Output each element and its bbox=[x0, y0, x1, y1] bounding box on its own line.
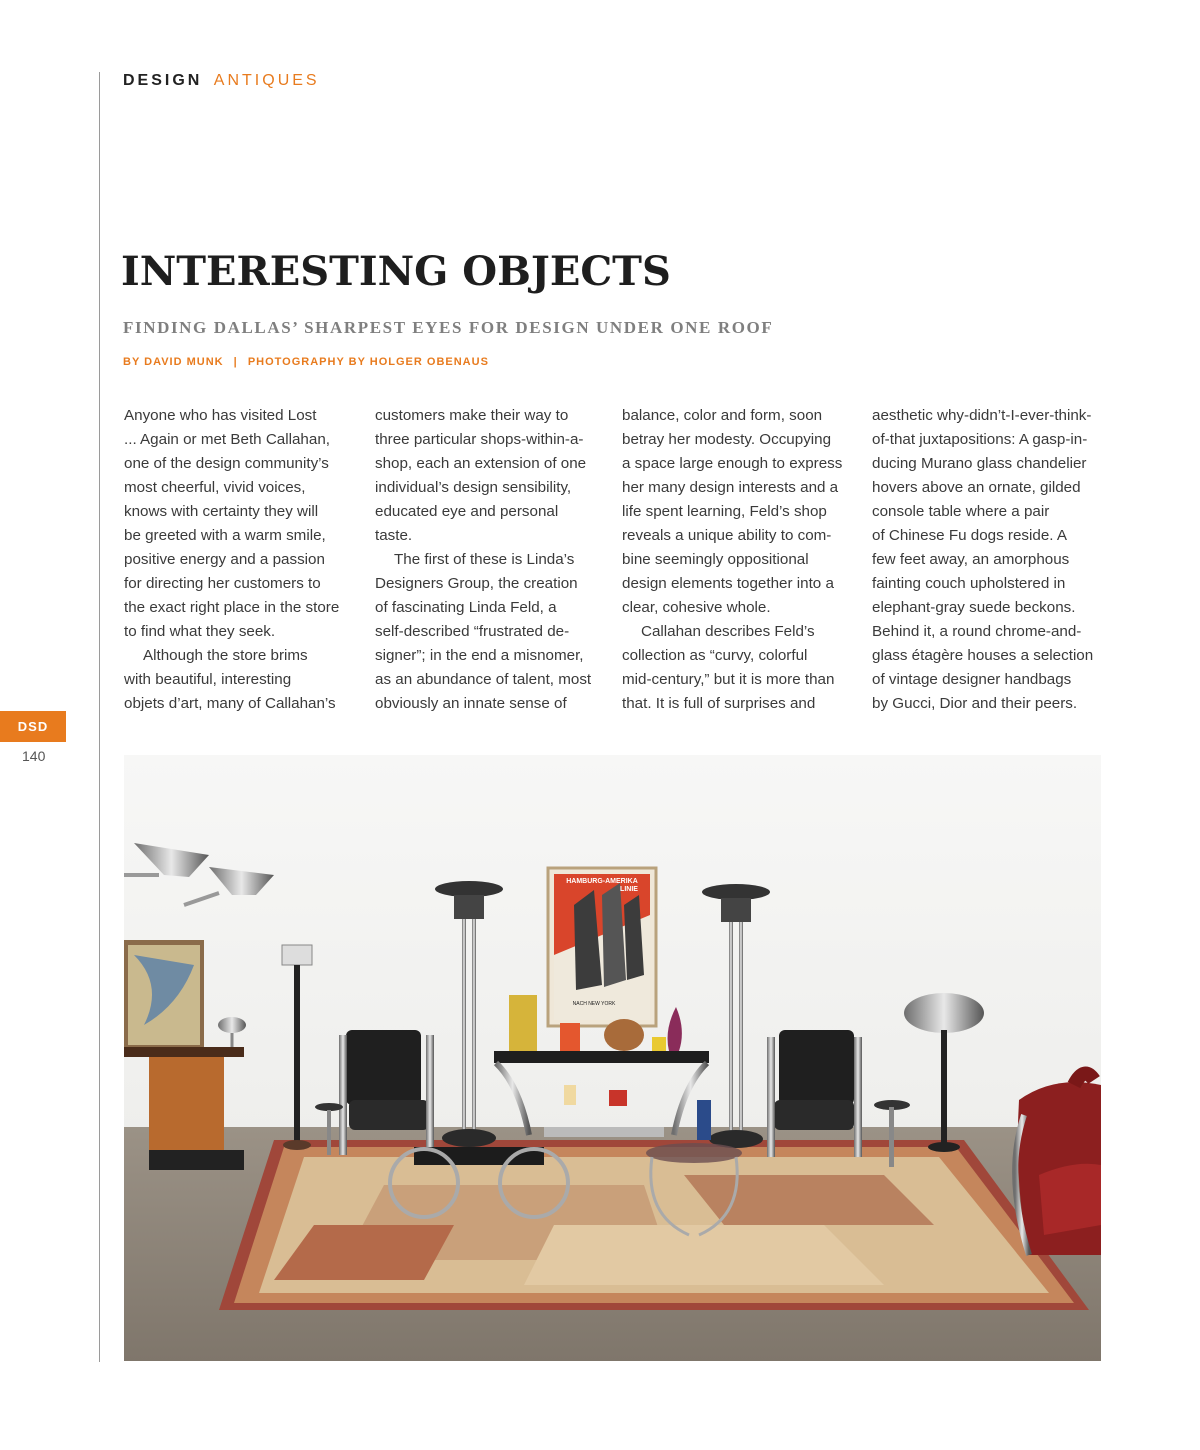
body-column-2 bbox=[375, 404, 615, 716]
text-line: a space large enough to express bbox=[622, 455, 843, 472]
margin-rule bbox=[99, 72, 100, 1362]
text-line: with beautiful, interesting bbox=[124, 671, 292, 688]
text-line: few feet away, an amorphous bbox=[872, 551, 1070, 568]
paragraph bbox=[622, 404, 862, 620]
byline-separator: | bbox=[233, 356, 238, 368]
text-line: Although the store brims bbox=[143, 647, 308, 664]
text-line: of Chinese Fu dogs reside. A bbox=[872, 527, 1068, 544]
folio-badge: DSD bbox=[0, 711, 66, 742]
body-column-3 bbox=[622, 404, 862, 716]
text-line: betray her modesty. Occupying bbox=[622, 431, 832, 448]
text-line: positive energy and a passion bbox=[124, 551, 325, 568]
text-line: knows with certainty they will bbox=[124, 503, 319, 520]
area-rug bbox=[219, 1140, 1089, 1310]
text-line: hovers above an ornate, gilded bbox=[872, 479, 1081, 496]
text-line: Designers Group, the creation bbox=[375, 575, 578, 592]
byline-photographer: PHOTOGRAPHY BY HOLGER OBENAUS bbox=[247, 356, 489, 368]
text-line: Callahan describes Feld’s bbox=[641, 623, 815, 640]
text-line: glass étagère houses a selection bbox=[872, 647, 1094, 664]
byline-author: BY DAVID MUNK bbox=[123, 356, 224, 368]
text-line: shop, each an extension of one bbox=[375, 455, 587, 472]
text-line: collection as “curvy, colorful bbox=[622, 647, 808, 664]
text-line: three particular shops-within-a- bbox=[375, 431, 584, 448]
text-line: the exact right place in the store bbox=[124, 599, 340, 616]
paragraph bbox=[375, 548, 615, 716]
paragraph bbox=[375, 404, 615, 548]
text-line: ... Again or met Beth Callahan, bbox=[124, 431, 330, 448]
text-line: ducing Murano glass chandelier bbox=[872, 455, 1087, 472]
text-line: Behind it, a round chrome-and- bbox=[872, 623, 1082, 640]
text-line: clear, cohesive whole. bbox=[622, 599, 771, 616]
text-line: by Gucci, Dior and their peers. bbox=[872, 695, 1078, 712]
text-line: to find what they seek. bbox=[124, 623, 276, 640]
article-title: INTERESTING OBJECTS bbox=[121, 248, 671, 295]
article-subtitle: FINDING DALLAS’ SHARPEST EYES FOR DESIGN UNDER ONE ROOF bbox=[123, 318, 774, 337]
paragraph bbox=[124, 404, 364, 644]
poster-line-3: NACH NEW YORK bbox=[572, 1001, 616, 1007]
text-line: her many design interests and a bbox=[622, 479, 839, 496]
text-line: of fascinating Linda Feld, a bbox=[375, 599, 557, 616]
text-line: individual’s design sensibility, bbox=[375, 479, 572, 496]
text-line: taste. bbox=[375, 527, 413, 544]
text-line: that. It is full of surprises and bbox=[622, 695, 816, 712]
poster-line-1: HAMBURG-AMERIKA bbox=[566, 878, 638, 885]
text-line: The first of these is Linda’s bbox=[394, 551, 575, 568]
text-line: customers make their way to bbox=[375, 407, 569, 424]
paragraph bbox=[872, 404, 1112, 716]
text-line: mid-century,” but it is more than bbox=[622, 671, 835, 688]
showroom-photo bbox=[124, 755, 1101, 1361]
text-line: design elements together into a bbox=[622, 575, 834, 592]
text-line: fainting couch upholstered in bbox=[872, 575, 1066, 592]
section-sub: ANTIQUES bbox=[213, 72, 320, 89]
text-line: life spent learning, Feld’s shop bbox=[622, 503, 827, 520]
text-line: self-described “frustrated de- bbox=[375, 623, 570, 640]
body-column-4 bbox=[872, 404, 1112, 716]
text-line: be greeted with a warm smile, bbox=[124, 527, 326, 544]
text-line: of-that juxtapositions: A gasp-in- bbox=[872, 431, 1088, 448]
text-line: obviously an innate sense of bbox=[375, 695, 567, 712]
page-number: 140 bbox=[22, 748, 46, 764]
poster-line-2: LINIE bbox=[620, 886, 638, 893]
travel-poster bbox=[548, 868, 656, 1026]
paragraph bbox=[124, 644, 364, 716]
section-label bbox=[123, 72, 320, 90]
text-line: elephant-gray suede beckons. bbox=[872, 599, 1076, 616]
text-line: reveals a unique ability to com- bbox=[622, 527, 832, 544]
paragraph bbox=[622, 620, 862, 716]
text-line: console table where a pair bbox=[872, 503, 1050, 520]
byline bbox=[123, 356, 489, 368]
text-line: for directing her customers to bbox=[124, 575, 321, 592]
text-line: as an abundance of talent, most bbox=[375, 671, 592, 688]
section-main: DESIGN bbox=[123, 72, 203, 89]
text-line: aesthetic why-didn’t-I-ever-think- bbox=[872, 407, 1092, 424]
body-column-1 bbox=[124, 404, 364, 716]
red-leather-chair bbox=[1015, 1074, 1101, 1255]
text-line: balance, color and form, soon bbox=[622, 407, 823, 424]
text-line: one of the design community’s bbox=[124, 455, 329, 472]
text-line: objets d’art, many of Callahan’s bbox=[124, 695, 336, 712]
text-line: of vintage designer handbags bbox=[872, 671, 1072, 688]
text-line: Anyone who has visited Lost bbox=[124, 407, 317, 424]
text-line: educated eye and personal bbox=[375, 503, 559, 520]
text-line: bine seemingly oppositional bbox=[622, 551, 809, 568]
text-line: signer”; in the end a misnomer, bbox=[375, 647, 584, 664]
text-line: most cheerful, vivid voices, bbox=[124, 479, 306, 496]
